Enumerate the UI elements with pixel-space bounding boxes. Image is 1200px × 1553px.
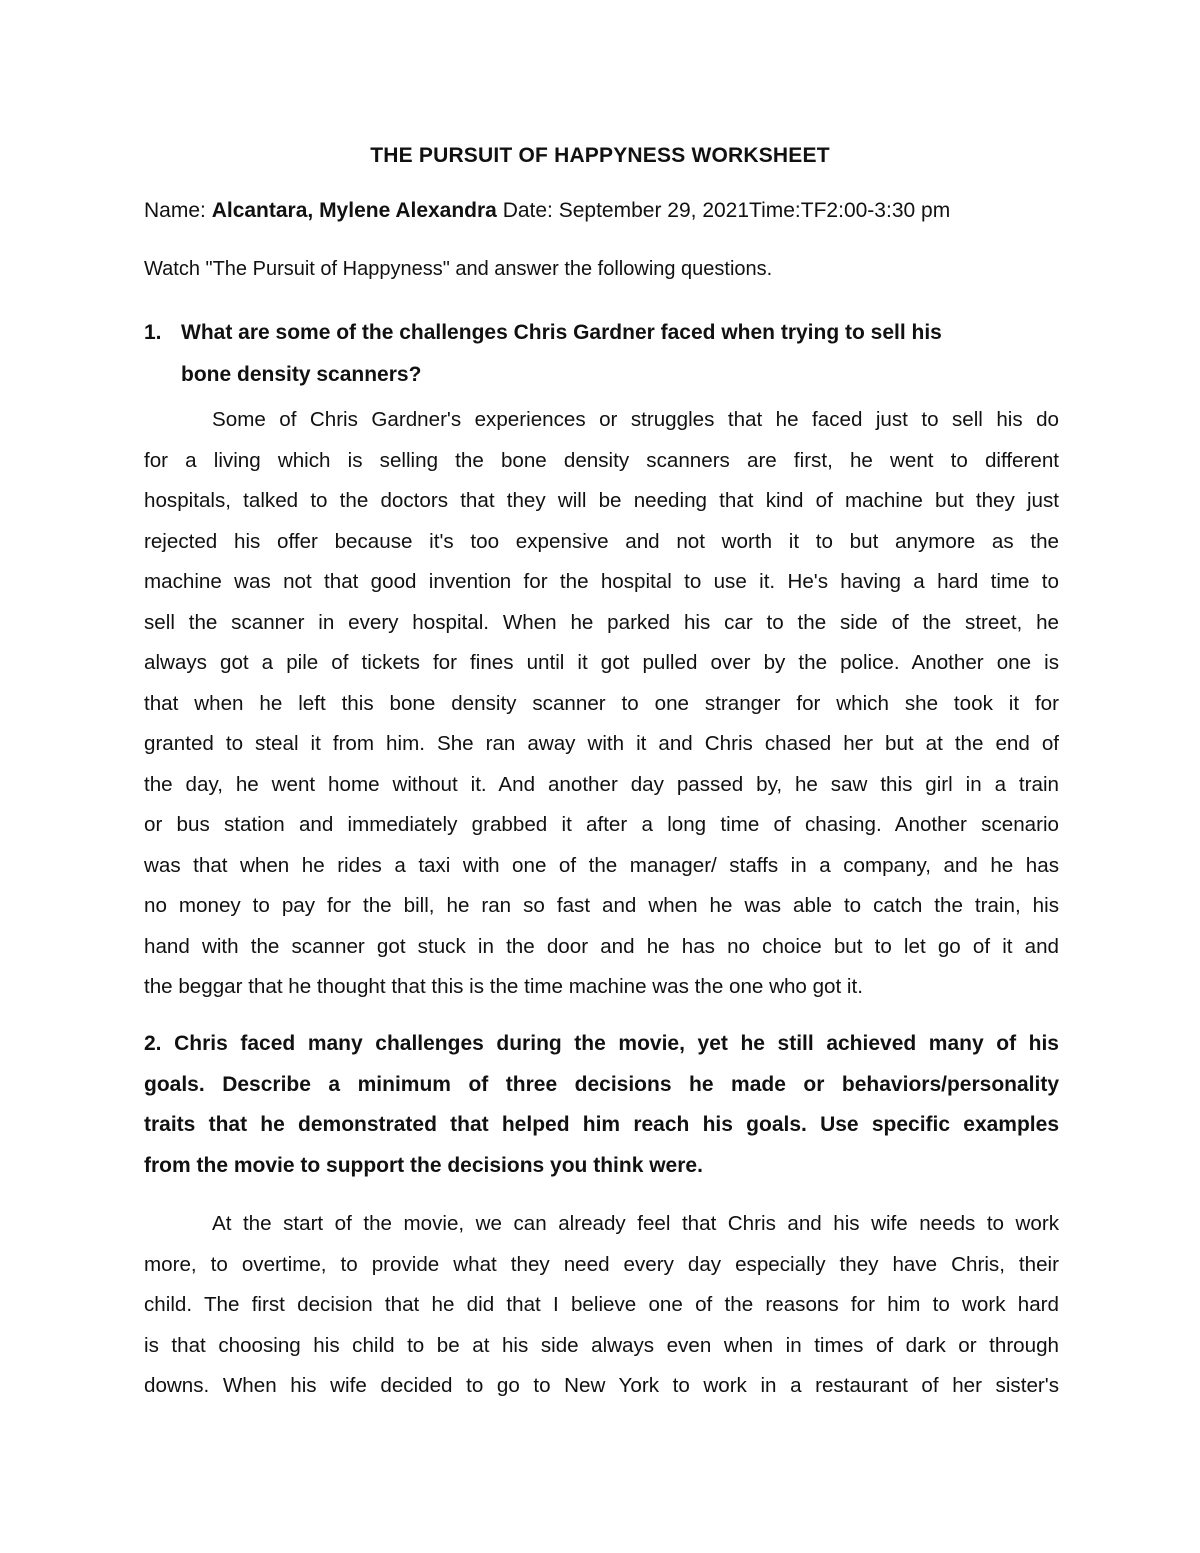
question-1-line: What are some of the challenges Chris Gardner faced when trying to sell his — [181, 321, 942, 344]
question-2-line: goals. Describe a minimum of three decisions he made or behaviors/personality — [144, 1072, 1059, 1096]
student-info-line — [144, 199, 1064, 223]
answer-1-line: hospitals, talked to the doctors that they will be needing that kind of machine but they just — [144, 489, 1059, 512]
question-1-number: 1. — [144, 321, 162, 344]
time-label: Time: — [749, 199, 801, 222]
name-label: Name: — [144, 199, 212, 222]
answer-1-line: the beggar that he thought that this is the time machine was the one who got it. — [144, 975, 863, 998]
answer-1-line: or bus station and immediately grabbed it after a long time of chasing. Another scenario — [144, 813, 1059, 836]
answer-1-line: no money to pay for the bill, he ran so fast and when he was able to catch the train, his — [144, 894, 1059, 917]
answer-1-line: for a living which is selling the bone density scanners are first, he went to different — [144, 448, 1059, 472]
time-value: TF2:00-3:30 pm — [800, 199, 951, 222]
date-value: September 29, 2021 — [558, 199, 750, 222]
question-2 — [144, 1024, 1059, 1186]
answer-2-line: At the start of the movie, we can already feel that Chris and his wife needs to work — [212, 1212, 1059, 1235]
question-2-line: from the movie to support the decisions you think were. — [144, 1153, 703, 1177]
answer-1-line: Some of Chris Gardner's experiences or struggles that he faced just to sell his do — [212, 408, 1059, 431]
question-1-text — [181, 312, 1071, 396]
question-2-line: 2. Chris faced many challenges during the movie, yet he still achieved many of his — [144, 1032, 1059, 1055]
instruction-text: Watch "The Pursuit of Happyness" and answer the following questions. — [144, 258, 773, 280]
answer-1-line: hand with the scanner got stuck in the door and he has no choice but to let go of it and — [144, 934, 1059, 958]
answer-1-line: was that when he rides a taxi with one of the manager/ staffs in a company, and he has — [144, 853, 1059, 877]
answer-2-line: is that choosing his child to be at his side always even when in times of dark or through — [144, 1333, 1059, 1357]
answer-2-line: more, to overtime, to provide what they need every day especially they have Chris, their — [144, 1252, 1059, 1276]
answer-1-line: always got a pile of tickets for fines until it got pulled over by the police. Another one is — [144, 651, 1059, 674]
answer-1-line: sell the scanner in every hospital. When he parked his car to the side of the street, he — [144, 610, 1059, 634]
answer-1-line: rejected his offer because it's too expensive and not worth it to but anymore as the — [144, 529, 1059, 553]
answer-1-line: granted to steal it from him. She ran away with it and Chris chased her but at the end of — [144, 732, 1059, 755]
answer-2-line: downs. When his wife decided to go to New York to work in a restaurant of her sister's — [144, 1374, 1059, 1397]
answer-1-line: machine was not that good invention for the hospital to use it. He's having a hard time to — [144, 570, 1059, 593]
answer-2-line: child. The first decision that he did that I believe one of the reasons for him to work hard — [144, 1293, 1059, 1316]
answer-1-line: the day, he went home without it. And another day passed by, he saw this girl in a train — [144, 772, 1059, 796]
question-1-line: bone density scanners? — [181, 363, 422, 386]
question-2-line: traits that he demonstrated that helped him reach his goals. Use specific examples — [144, 1113, 1059, 1136]
answer-1-line: that when he left this bone density scanner to one stranger for which she took it for — [144, 691, 1059, 715]
student-name: Alcantara, Mylene Alexandra — [211, 199, 497, 222]
answer-1 — [144, 400, 1059, 1008]
date-label: Date: — [496, 199, 559, 222]
worksheet-title: THE PURSUIT OF HAPPYNESS WORKSHEET — [370, 144, 830, 167]
answer-2 — [144, 1204, 1059, 1407]
